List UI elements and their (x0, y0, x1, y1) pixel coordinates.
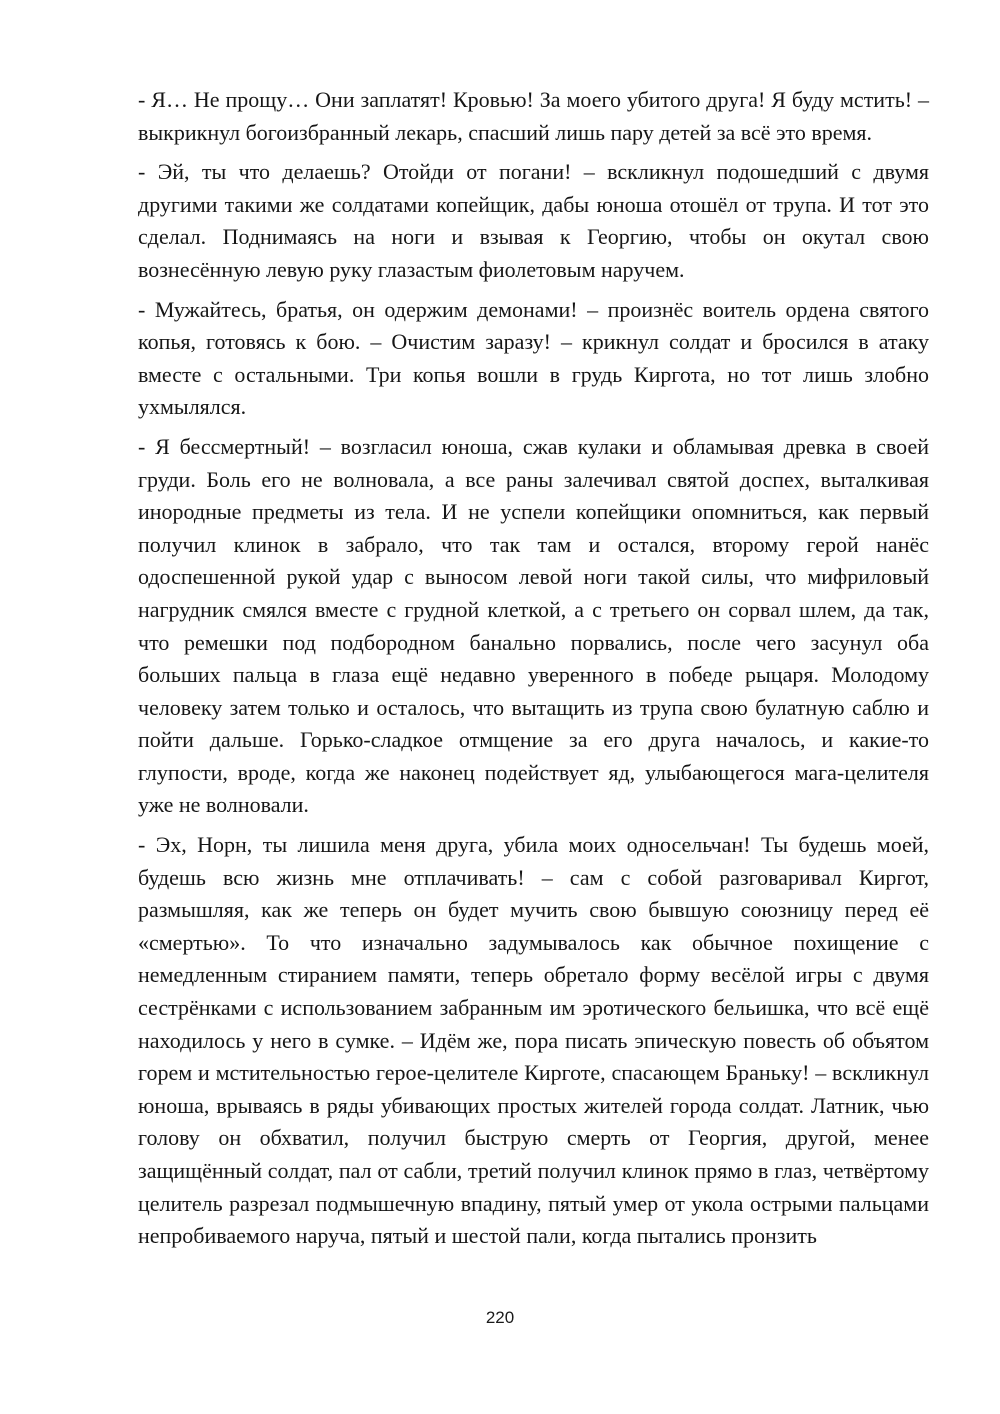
paragraph: - Я бессмертный! – возгласил юноша, сжав кулаки и обламывая древка в своей груди. Боль его не волновала, а все раны залечивал святой доспех, выталкивая инородные предметы из тела. И не успели копейщики опомниться, как первый получил клинок в забрало, что так там и остался, второму герой нанёс одоспешенной рукой удар с выносом левой ноги такой силы, что мифриловый нагрудник смялся вместе с грудной клеткой, а с третьего он сорвал шлем, да так, что ремешки под подбородном банально порвались, после чего засунул оба больших пальца в глаза ещё недавно уверенного в победе рыцаря. Молодому человеку затем только и осталось, что вытащить из трупа свою булатную саблю и пойти дальше. Горько-сладкое отмщение за его друга началось, и какие-то глупости, вроде, когда же наконец подействует яд, улыбающегося мага-целителя уже не волновали. (138, 433, 929, 818)
page-text (138, 84, 929, 1260)
page-number: 220 (485, 1308, 515, 1327)
paragraph: - Мужайтесь, братья, он одержим демонами! – произнёс воитель ордена святого копья, готовясь к бою. – Очистим заразу! – крикнул солдат и бросился в атаку вместе с остальными. Три копья вошли в грудь Киргота, но тот лишь злобно ухмылялся. (138, 296, 929, 420)
paragraph: - Эх, Норн, ты лишила меня друга, убила моих односельчан! Ты будешь моей, будешь всю жизнь мне отплачивать! – сам с собой разговаривал Киргот, размышляя, как же теперь он будет мучить свою бывшую союзницу перед её «смертью». То что изначально задумывалось как обычное похищение с немедленным стиранием памяти, теперь обретало форму весёлой игры с двумя сестрёнками с использованием забранным им эротического бельишка, что всё ещё находилось у него в сумке. – Идём же, пора писать эпическую повесть об объятом горем и мстительностью герое-целителе Кирготе, спасающем Браньку! – вскликнул юноша, врываясь в ряды убивающих простых жителей города солдат. Латник, чью голову он обхватил, получил быструю смерть от Георгия, другой, менее защищённый солдат, пал от сабли, третий получил клинок прямо в глаз, четвёртому целитель разрезал подмышечную впадину, пятый умер от укола острыми пальцами непробиваемого наруча, пятый и шестой пали, когда пытались пронзить (138, 832, 929, 1249)
paragraph: - Я… Не прощу… Они заплатят! Кровью! За моего убитого друга! Я буду мстить! – выкрикнул богоизбранный лекарь, спасший лишь пару детей за всё это время. (138, 87, 929, 145)
paragraph: - Эй, ты что делаешь? Отойди от погани! – вскликнул подошедший с двумя другими такими же солдатами копейщик, дабы юноша отошёл от трупа. И тот это сделал. Поднимаясь на ноги и взывая к Георгию, чтобы он окутал свою вознесённую левую руку глазастым фиолетовым наручем. (138, 159, 929, 282)
